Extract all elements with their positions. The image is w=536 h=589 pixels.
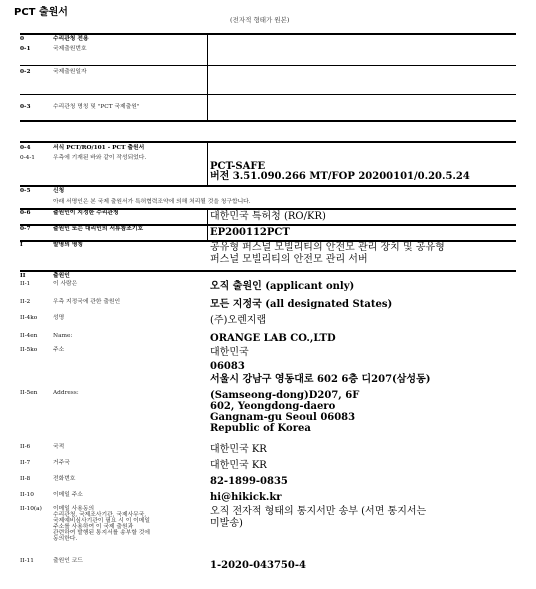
invention-title-line2: 퍼스널 모빌리티의 안전모 관리 서버 [210,254,368,265]
divider [20,65,516,66]
document-subtitle: (전자적 형태가 원본) [230,16,290,24]
column-divider [207,34,208,120]
software-name: PCT-SAFE [210,161,266,172]
divider [20,94,516,95]
column-divider [207,143,208,185]
document-title: PCT 출원서 [14,7,68,18]
divider [20,141,516,143]
reference-number: EP200112PCT [210,227,290,238]
divider [20,270,516,272]
invention-title-line1: 공유형 퍼스널 모빌리티의 안전모 관리 장치 및 공유형 [210,242,445,253]
receiving-office-value: 대한민국 특허청 (RO/KR) [210,211,326,222]
software-version: 버전 3.51.090.266 MT/FOP 20200101/0.20.5.24 [210,171,470,182]
divider [20,120,516,122]
divider [20,33,516,35]
divider [20,185,516,187]
